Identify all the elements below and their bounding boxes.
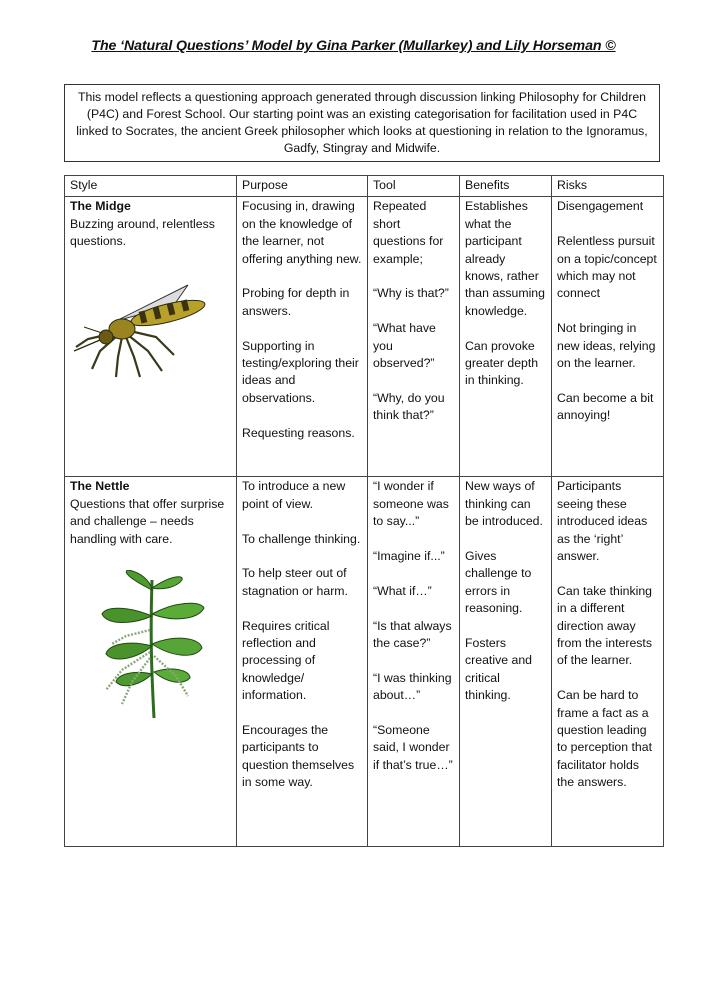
purpose-item: Requesting reasons. — [242, 425, 355, 440]
purpose-item: Encourages the participants to question themselves in some way. — [242, 723, 355, 790]
nettle-icon — [92, 570, 212, 720]
benefits-cell — [460, 197, 552, 477]
header-style: Style — [65, 176, 237, 197]
benefit-item: Fosters creative and critical thinking. — [465, 636, 532, 703]
tool-item: “What have you observed?” — [373, 321, 436, 371]
risks-cell — [552, 477, 664, 847]
tool-item: “I was thinking about…” — [373, 670, 452, 703]
style-name: The Midge — [70, 199, 131, 214]
style-description: Questions that offer surprise and challenge – needs handling with care. — [70, 496, 225, 546]
table-header-row — [65, 176, 664, 197]
header-benefits: Benefits — [460, 176, 552, 197]
table-row — [65, 197, 664, 477]
benefits-cell — [460, 477, 552, 847]
header-tool: Tool — [368, 176, 460, 197]
risk-item: Not bringing in new ideas, relying on the learner. — [557, 321, 656, 371]
page-title: The ‘Natural Questions’ Model by Gina Parker (Mullarkey) and Lily Horseman © — [91, 38, 616, 54]
style-cell — [65, 197, 237, 477]
risk-item: Can be hard to frame a fact as a question leading to perception that facilitator holds the answers. — [557, 688, 653, 790]
tool-item: “What if…” — [373, 583, 432, 598]
style-cell — [65, 477, 237, 847]
benefit-item: Can provoke greater depth in thinking. — [465, 338, 539, 388]
style-description: Buzzing around, relentless questions. — [70, 216, 215, 249]
purpose-item: Probing for depth in answers. — [242, 286, 350, 318]
purpose-item: To challenge thinking. — [242, 531, 361, 546]
style-name: The Nettle — [70, 479, 130, 494]
intro-box: This model reflects a questioning approach generated through discussion linking Philosophy for Children (P4C) and Forest School. Our starting point was an existing categorisation for facilitation used in P4C linked to Socrates, the ancient Greek philosopher which looks at questioning in relation to the Ignoramus, Gadfy, Stingray and Midwife. — [64, 84, 660, 162]
tool-item: “Is that always the case?” — [373, 618, 452, 651]
header-purpose: Purpose — [237, 176, 368, 197]
tool-item: “Someone said, I wonder if that’s true…” — [373, 723, 453, 772]
model-table — [64, 175, 664, 847]
midge-icon — [70, 265, 210, 383]
table-row — [65, 477, 664, 847]
purpose-item: Focusing in, drawing on the knowledge of the learner, not offering anything new. — [242, 199, 362, 266]
risk-item: Disengagement — [557, 199, 644, 214]
purpose-cell — [237, 197, 368, 477]
risk-item: Can take thinking in a different direction away from the interests of the learner. — [557, 583, 653, 668]
risk-item: Participants seeing these introduced ideas as the ‘right’ answer. — [557, 479, 648, 564]
benefit-item: New ways of thinking can be introduced. — [465, 479, 543, 529]
tool-cell — [368, 197, 460, 477]
risk-item: Relentless pursuit on a topic/concept which may not connect — [557, 234, 657, 301]
benefit-item: Establishes what the participant already knows, rather than assuming knowledge. — [465, 199, 545, 318]
tool-cell — [368, 477, 460, 847]
tool-item: “Why is that?” — [373, 286, 449, 301]
purpose-item: Supporting in testing/exploring their ideas and observations. — [242, 338, 359, 405]
tool-item: “Why, do you think that?” — [373, 390, 445, 423]
risk-item: Can become a bit annoying! — [557, 390, 654, 423]
tool-item: Repeated short questions for example; — [373, 199, 444, 266]
tool-item: “Imagine if...” — [373, 549, 445, 564]
benefit-item: Gives challenge to errors in reasoning. — [465, 549, 532, 616]
purpose-item: To introduce a new point of view. — [242, 479, 346, 511]
purpose-item: To help steer out of stagnation or harm. — [242, 566, 348, 598]
purpose-cell — [237, 477, 368, 847]
risks-cell — [552, 197, 664, 477]
tool-item: “I wonder if someone was to say...” — [373, 479, 449, 529]
purpose-item: Requires critical reflection and processing of knowledge/ information. — [242, 618, 330, 703]
header-risks: Risks — [552, 176, 664, 197]
